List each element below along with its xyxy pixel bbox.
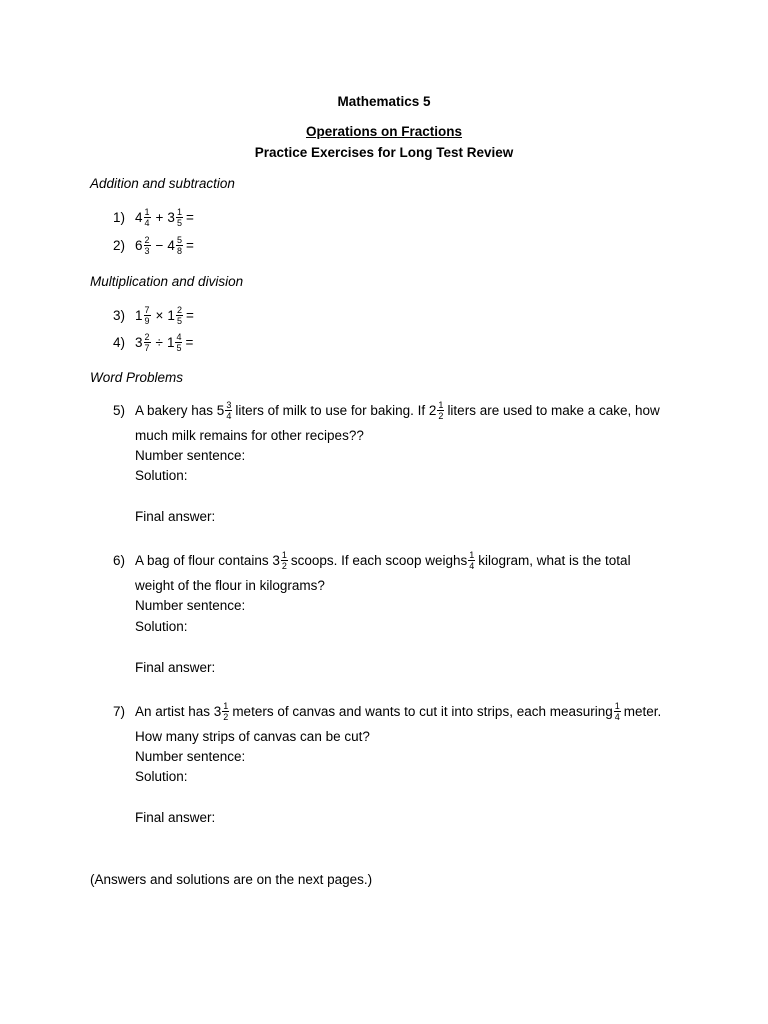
solution-label: Solution: (135, 769, 188, 784)
exercise-number: 7) (113, 704, 126, 719)
problem-text: liters of milk to use for baking. If 2 (235, 403, 437, 418)
whole-number: 4 (135, 210, 143, 225)
exercise-1 (113, 207, 198, 228)
fraction: $\frac{1}{2}$ (223, 701, 229, 722)
footer-note: (Answers and solutions are on the next pages.) (90, 872, 373, 887)
fraction: $\frac{1}{2}$ (438, 400, 444, 421)
problem-text: liters are used to make a cake, how (447, 403, 660, 418)
problem-text-line-2: How many strips of canvas can be cut? (135, 729, 370, 744)
fraction: $\frac{5}{8}$ (176, 235, 182, 256)
equals-sign: = (185, 308, 194, 323)
operator: × (155, 308, 164, 323)
problem-text-line-2: much milk remains for other recipes?? (135, 428, 364, 443)
operator: ÷ (155, 335, 163, 350)
whole-number: 6 (135, 238, 143, 253)
exercise-number: 5) (113, 403, 126, 418)
number-sentence-label: Number sentence: (135, 598, 246, 613)
section-heading-add-sub: Addition and subtraction (90, 176, 235, 191)
exercise-2 (113, 235, 198, 256)
whole-number: 1 (167, 308, 175, 323)
problem-text: kilogram, what is the total (478, 553, 631, 568)
fraction: $\frac{3}{4}$ (226, 400, 232, 421)
solution-label: Solution: (135, 468, 188, 483)
fraction: $\frac{1}{4}$ (614, 701, 620, 722)
number-sentence-label: Number sentence: (135, 448, 246, 463)
problem-text: meters of canvas and wants to cut it into strips, each measuring (232, 704, 613, 719)
exercise-number: 1) (113, 210, 126, 225)
fraction: $\frac{2}{5}$ (176, 305, 182, 326)
problem-text-line-2: weight of the flour in kilograms? (135, 578, 325, 593)
page-subtitle: Practice Exercises for Long Test Review (254, 145, 514, 160)
whole-number: 3 (167, 210, 175, 225)
fraction: $\frac{1}{4}$ (144, 207, 150, 228)
whole-number: 1 (166, 335, 175, 350)
final-answer-label: Final answer: (135, 810, 216, 825)
equals-sign: = (185, 238, 194, 253)
exercise-3 (113, 305, 198, 326)
fraction: $\frac{1}{5}$ (176, 207, 182, 228)
final-answer-label: Final answer: (135, 509, 216, 524)
problem-text: A bakery has 5 (135, 403, 225, 418)
problem-text: A bag of flour contains 3 (135, 553, 280, 568)
word-problem-6 (113, 550, 631, 571)
whole-number: 1 (135, 308, 143, 323)
solution-label: Solution: (135, 619, 188, 634)
section-heading-word-problems: Word Problems (90, 370, 184, 385)
page-subject: Mathematics 5 (337, 94, 431, 109)
word-problem-7 (113, 701, 661, 722)
exercise-number: 6) (113, 553, 126, 568)
fraction: $\frac{4}{5}$ (176, 332, 182, 353)
problem-text: An artist has 3 (135, 704, 222, 719)
exercise-number: 3) (113, 308, 126, 323)
exercise-number: 4) (113, 335, 126, 350)
number-sentence-label: Number sentence: (135, 749, 246, 764)
operator: + (155, 210, 164, 225)
whole-number: 4 (167, 238, 175, 253)
fraction: $\frac{1}{4}$ (469, 550, 475, 571)
operator: − (155, 238, 164, 253)
section-heading-mul-div: Multiplication and division (90, 274, 244, 289)
equals-sign: = (185, 210, 194, 225)
fraction: $\frac{2}{3}$ (144, 235, 150, 256)
final-answer-label: Final answer: (135, 660, 216, 675)
fraction: $\frac{1}{2}$ (281, 550, 287, 571)
exercise-4 (113, 332, 197, 353)
equals-sign: = (185, 335, 194, 350)
whole-number: 3 (135, 335, 143, 350)
fraction: $\frac{2}{7}$ (144, 332, 150, 353)
problem-text: scoops. If each scoop weighs (290, 553, 468, 568)
page-topic: Operations on Fractions (305, 124, 463, 139)
word-problem-5 (113, 400, 660, 421)
exercise-number: 2) (113, 238, 126, 253)
fraction: $\frac{7}{9}$ (144, 305, 150, 326)
problem-text: meter. (623, 704, 662, 719)
